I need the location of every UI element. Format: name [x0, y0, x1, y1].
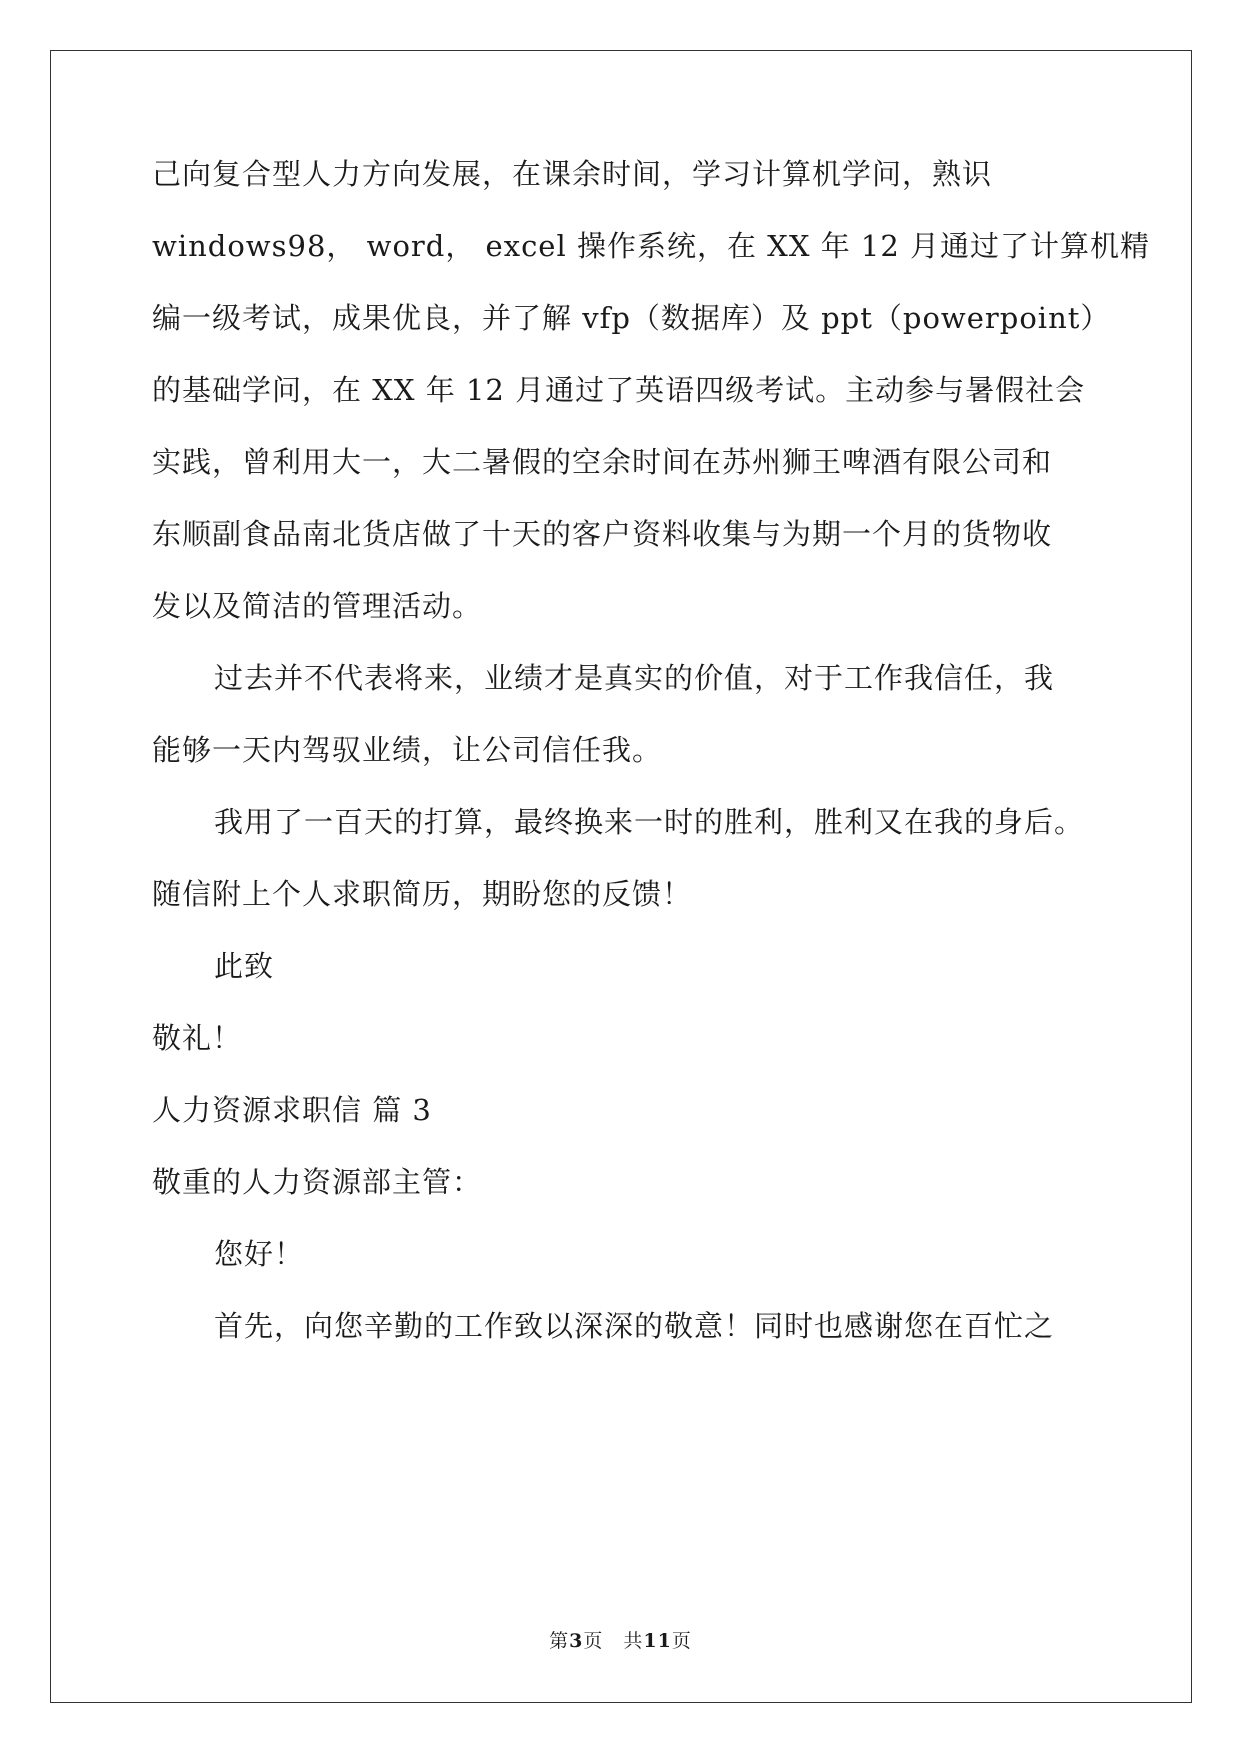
text-line: 东顺副食品南北货店做了十天的客户资料收集与为期一个月的货物收 [152, 517, 1053, 551]
section-heading: 人力资源求职信 篇 3 [152, 1093, 432, 1127]
page-footer [0, 1629, 1241, 1653]
text-line: 首先，向您辛勤的工作致以深深的敬意！同时也感谢您在百忙之 [214, 1309, 1055, 1343]
footer-suffix: 页 [671, 1630, 692, 1652]
text-line: 实践，曾利用大一，大二暑假的空余时间在苏州狮王啤酒有限公司和 [152, 445, 1053, 479]
footer-prefix: 第 [549, 1630, 570, 1652]
text-line: windows98， word， excel 操作系统，在 XX 年 12 月通过了计算机精 [152, 229, 1151, 263]
text-line: 我用了一百天的打算，最终换来一时的胜利，胜利又在我的身后。 [214, 805, 1085, 839]
footer-page-total: 11 [643, 1630, 672, 1652]
footer-mid: 页 共 [583, 1630, 644, 1652]
closing-salutation: 此致 [214, 949, 275, 983]
text-line: 的基础学问，在 XX 年 12 月通过了英语四级考试。主动参与暑假社会 [152, 373, 1086, 407]
text-line: 能够一天内驾驭业绩，让公司信任我。 [152, 733, 663, 767]
footer-page-current: 3 [569, 1630, 584, 1652]
text-line: 编一级考试，成果优良，并了解 vfp（数据库）及 ppt（powerpoint） [152, 301, 1111, 335]
letter-recipient: 敬重的人力资源部主管： [152, 1165, 483, 1199]
text-line: 己向复合型人力方向发展，在课余时间，学习计算机学问，熟识 [152, 157, 993, 191]
text-line: 随信附上个人求职简历，期盼您的反馈！ [152, 877, 693, 911]
letter-greeting: 您好！ [214, 1237, 305, 1271]
text-line: 过去并不代表将来，业绩才是真实的价值，对于工作我信任，我 [214, 661, 1055, 695]
closing-regards: 敬礼！ [152, 1021, 243, 1055]
text-line: 发以及简洁的管理活动。 [152, 589, 483, 623]
